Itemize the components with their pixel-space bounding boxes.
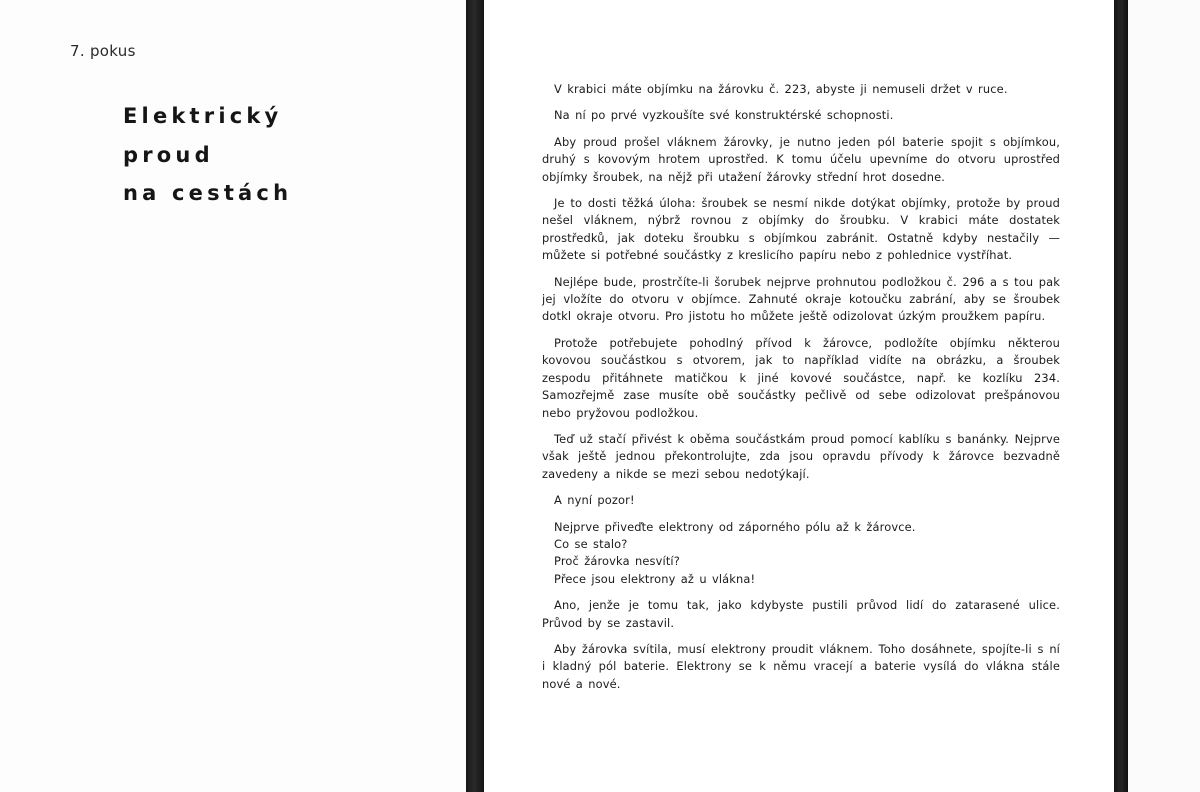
paragraph: A nyní pozor! — [554, 493, 635, 508]
paragraph: Aby proud prošel vláknem žárovky, je nutno jeden pól baterie spojit s objímkou, druhý s kovovým hrotem uprostřed. K tomu účelu upevníme do otvoru uprostřed objímky šroubek, na nějž při utažení žárovky střední hrot dosedne. — [542, 134, 1060, 184]
page-edge-shadow — [1114, 0, 1128, 792]
text-line: Proč žárovka nesvítí? — [554, 554, 680, 569]
chapter-title — [123, 97, 292, 213]
page-margin — [1128, 0, 1200, 792]
paragraph: V krabici máte objímku na žárovku č. 223, abyste ji nemuseli držet v ruce. — [554, 82, 1008, 96]
text-line: Co se stalo? — [554, 536, 628, 551]
paragraph: Teď už stačí přivést k oběma součástkám proud pomocí kablíku s banánky. Nejprve však ještě jednou překontrolujte, zda jsou opravdu přívody k žárovce bezvadně zavedeny a nikde se mezi sebou nedotýkají. — [542, 431, 1060, 481]
book-spine-shadow — [466, 0, 484, 792]
text-line: Přece jsou elektrony až u vlákna! — [554, 571, 756, 586]
experiment-label: 7. pokus — [70, 42, 136, 60]
paragraph: Aby žárovka svítila, musí elektrony proudit vláknem. Toho dosáhnete, spojíte-li s ní i kladný pól baterie. Elektrony se k němu vracejí a baterie vysílá do vlákna stále nové a nové. — [542, 641, 1060, 691]
paragraph: Protože potřebujete pohodlný přívod k žárovce, podložíte objímku některou kovovou součástkou s otvorem, jak to například vidíte na obrázku, a šroubek zespodu přitáhnete matičkou k jiné kovové součástce, např. ke kozlíku 234. Samozřejmě zase musíte obě součástky pečlivě od sebe odizolovat prešpánovou nebo pryžovou podložkou. — [542, 335, 1060, 420]
paragraph: Nejlépe bude, prostrčíte-li šorubek nejprve prohnutou podložkou č. 296 a s tou pak jej vložíte do otvoru v objímce. Zahnuté okraje kotoučku zabrání, aby se šroubek dotkl okraje otvoru. Pro jistotu ho můžete ještě odizolovat úzkým proužkem papíru. — [542, 274, 1060, 324]
paragraph: Je to dosti těžká úloha: šroubek se nesmí nikde dotýkat objímky, protože by proud nešel vláknem, nýbrž rovnou z objímky do šroubku. V krabici máte dostatek prostředků, jak doteku šroubku s objímkou zabránit. Ostatně kdyby nestačily — můžete si potřebné součástky z kreslicího papíru nebo z pohlednice vystříhat. — [542, 196, 1060, 263]
paragraph: Na ní po prvé vyzkoušíte své konstruktérské schopnosti. — [554, 108, 894, 123]
question-lines — [542, 519, 1060, 589]
body-text — [542, 81, 1060, 702]
title-line: proud — [123, 142, 214, 167]
paragraph: Ano, jenže je tomu tak, jako kdybyste pustili průvod lidí do zatarasené ulice. Průvod by se zastavil. — [542, 598, 1060, 630]
text-line: Nejprve přiveďte elektrony od záporného pólu až k žárovce. — [554, 519, 916, 534]
left-page — [0, 0, 466, 792]
title-line: na cestách — [123, 181, 293, 205]
title-line: Elektrický — [123, 104, 283, 128]
